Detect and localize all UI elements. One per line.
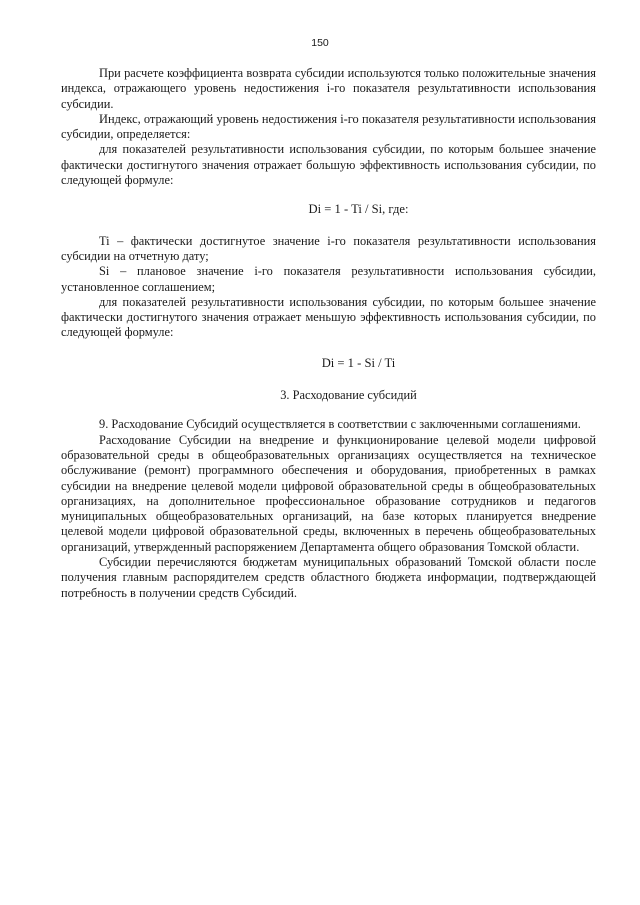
- paragraph: При расчете коэффициента возврата субсидии используются только положительные значения индекса, отражающего уровень недостижения i-го показателя результативности использования субсидии.: [61, 66, 596, 111]
- paragraph: Индекс, отражающий уровень недостижения i-го показателя результативности использования субсидии, определяется:: [61, 111, 596, 142]
- paragraph: для показателей результативности использования субсидии, по которым большее значение фактически достигнутого значения отражает большую эффективность использования субсидии, по следующей формуле:: [61, 142, 596, 188]
- paragraph: Si – плановое значение i-го показателя результативности использования субсидии, установленное соглашением;: [61, 264, 596, 294]
- page-content: [61, 66, 596, 601]
- paragraph: для показателей результативности использования субсидии, по которым большее значение фактически достигнутого значения отражает меньшую эффективность использования субсидии, по следующей формуле:: [61, 294, 596, 340]
- formula: Di = 1 - Si / Ti: [321, 355, 396, 370]
- formula: Di = 1 - Ti / Si, где:: [308, 202, 409, 217]
- paragraph: Ti – фактически достигнутое значение i-го показателя результативности использования субсидии на отчетную дату;: [61, 233, 596, 263]
- paragraph: Субсидии перечисляются бюджетам муниципальных образований Томской области после получения главным распорядителем средств областного бюджета информации, подтверждающей потребность в получении средств Субсидий.: [61, 555, 596, 600]
- paragraph: 9. Расходование Субсидий осуществляется в соответствии с заключенными соглашениями.: [99, 417, 581, 432]
- paragraph: Расходование Субсидии на внедрение и функционирование целевой модели цифровой образовательной среды в общеобразовательных организациях осуществляется на техническое обслуживание (ремонт) программного обеспечения и оборудования, приобретенных в рамках субсидии на внедрение целевой модели цифровой образовательной среды в общеобразовательных организациях, на дополнительное профессиональное образование сотрудников и педагогов муниципальных общеобразовательных организаций, на базе которых планируется внедрение целевой модели цифровой образовательной среды, включенных в перечень общеобразовательных организаций, утвержденный распоряжением Департамента общего образования Томской области.: [61, 432, 596, 554]
- section-title: 3. Расходование субсидий: [280, 388, 417, 403]
- page-number: 150: [311, 37, 329, 49]
